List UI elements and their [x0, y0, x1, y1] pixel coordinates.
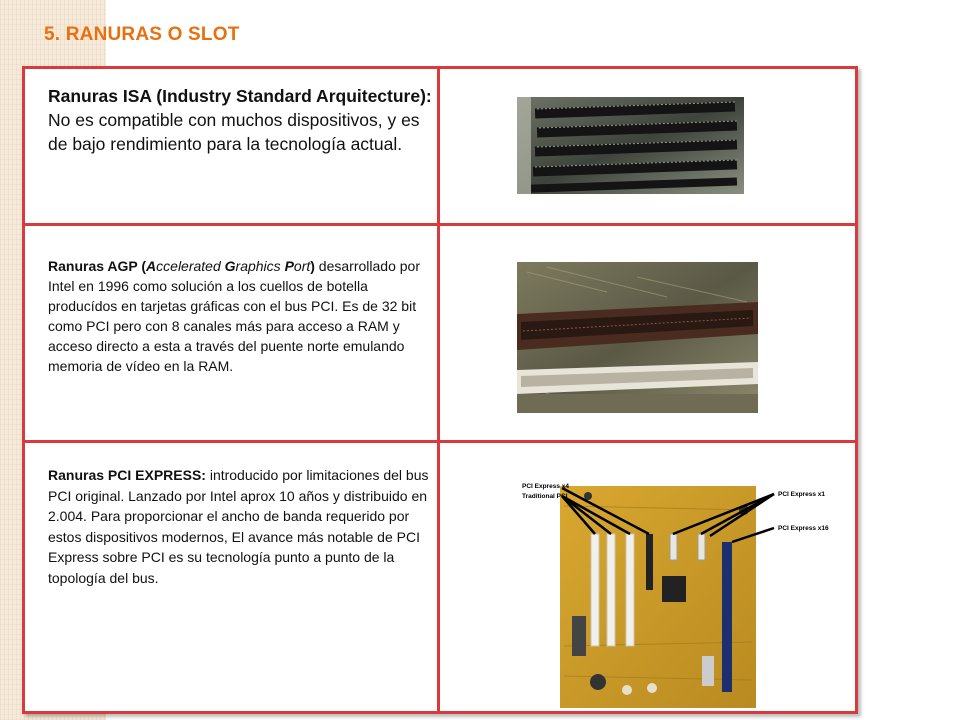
agp-heading	[48, 258, 315, 274]
table-border-top	[22, 66, 858, 69]
slot-types-table	[22, 66, 858, 714]
agp-description	[48, 256, 433, 376]
agp-acronym-p: P	[284, 258, 294, 274]
table-divider-row2	[22, 440, 858, 443]
label-traditional-pci: Traditional PCI	[522, 493, 568, 500]
agp-slot-photo	[517, 262, 758, 413]
isa-heading: Ranuras ISA (Industry Standard Arquitecture):	[48, 86, 432, 106]
pci-express-motherboard-photo	[492, 466, 844, 710]
agp-acronym-a: A	[146, 258, 157, 274]
agp-heading-close: )	[310, 258, 315, 274]
pcie-description	[48, 465, 440, 588]
table-divider-row1	[22, 223, 858, 226]
label-pcie-x16: PCI Express x16	[778, 525, 829, 532]
agp-acronym-a-rest: ccelerated	[156, 258, 225, 274]
isa-body: No es compatible con muchos dispositivos, y es de bajo rendimiento para la tecnología actual.	[48, 110, 420, 154]
pcie-heading: Ranuras PCI EXPRESS:	[48, 467, 206, 483]
agp-acronym-g: G	[224, 258, 236, 274]
agp-body: desarrollado por Intel en 1996 como solución a los cuellos de botella producídos en tarjetas gráficas con el bus PCI. Es de 32 bit como PCI pero con 8 canales más para acceso a RAM y acceso directo a esta a través del puente norte emulando memoria de vídeo en la RAM.	[48, 258, 420, 374]
slide-title: 5. RANURAS O SLOT	[44, 24, 240, 45]
table-border-right	[855, 66, 858, 714]
agp-heading-text: Ranuras AGP (	[48, 258, 147, 274]
agp-acronym-p-rest: ort	[293, 258, 311, 274]
isa-description	[48, 84, 438, 156]
label-pcie-x1: PCI Express x1	[778, 491, 825, 498]
table-border-bottom	[22, 711, 858, 714]
table-divider-column	[437, 66, 440, 714]
table-border-left	[22, 66, 25, 714]
agp-acronym-g-rest: raphics	[235, 258, 285, 274]
agp-acronym	[146, 258, 310, 274]
label-pcie-x4: PCI Express x4	[522, 483, 569, 490]
isa-slots-photo	[517, 97, 744, 194]
pcie-body: introducido por limitaciones del bus PCI original. Lanzado por Intel aprox 10 años y distribuido en 2.004. Para proporcionar el ancho de banda requerido por estos dispositivos modernos, El avance más notable de PCI Express sobre PCI es su tecnología punto a punto de la topología del bus.	[48, 467, 429, 586]
